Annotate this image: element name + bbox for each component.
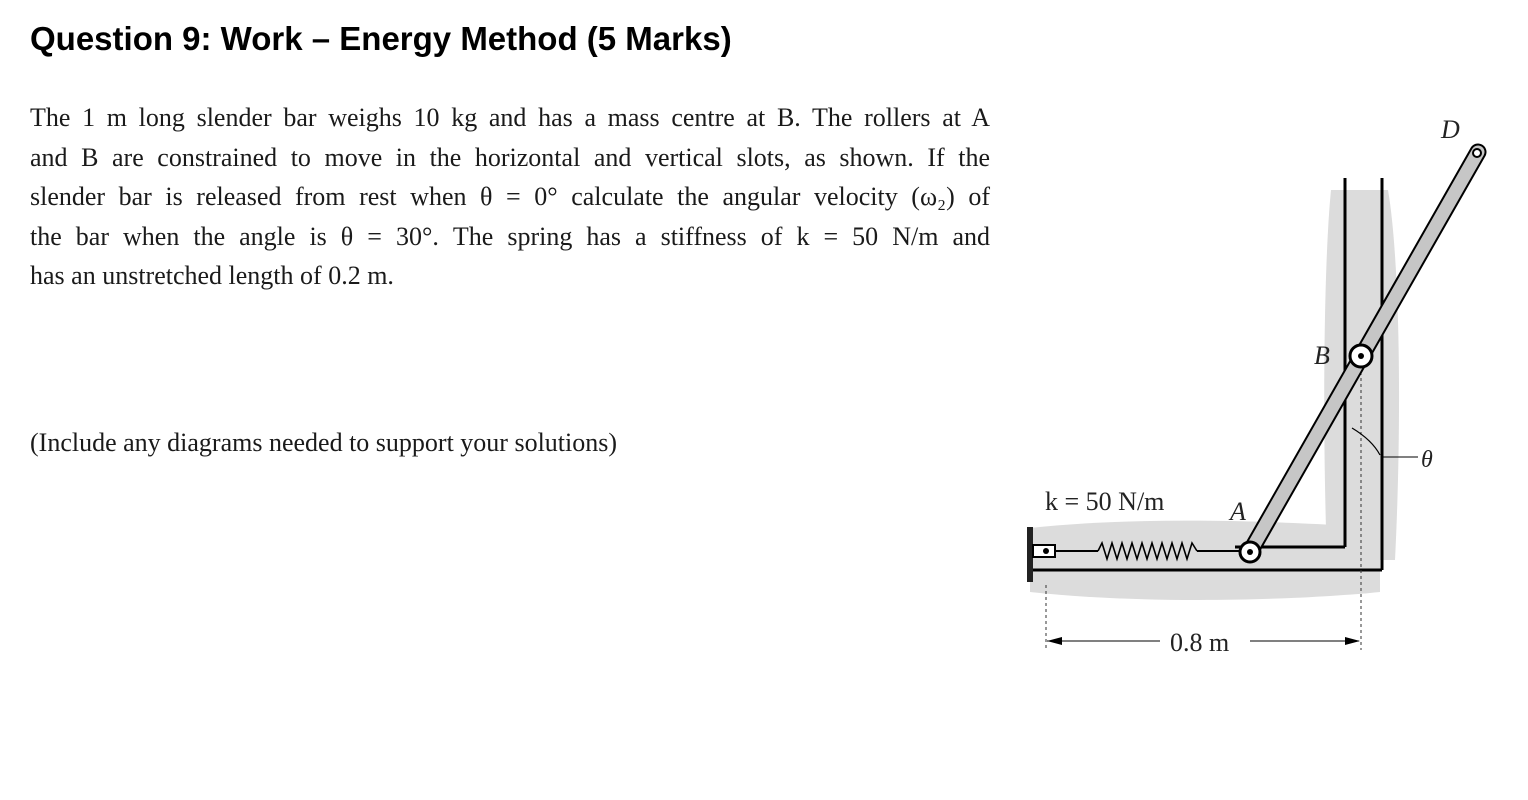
question-line-1: The 1 m long slender bar weighs 10 kg and has a mass centre at B. The rollers at A [30, 103, 990, 132]
question-body [30, 98, 990, 296]
label-theta: θ [1421, 447, 1433, 473]
question-line-3: slender bar is released from rest when θ = 0° calculate the angular velocity (ω₂) of [30, 182, 990, 211]
horizontal-slot-shading [1030, 521, 1380, 600]
roller-b-pin [1358, 353, 1364, 359]
dimension-arrow-left [1047, 637, 1062, 645]
label-b: B [1314, 341, 1330, 370]
question-line-2: and B are constrained to move in the horizontal and vertical slots, as shown. If the [30, 142, 990, 172]
instruction-note: (Include any diagrams needed to support your solutions) [30, 428, 618, 457]
question-line-4: the bar when the angle is θ = 30°. The spring has a stiffness of k = 50 N/m and [30, 221, 990, 251]
mechanism-diagram [1010, 100, 1510, 680]
spring-anchor-pin [1043, 548, 1049, 554]
spring-stiffness-label: k = 50 N/m [1045, 487, 1165, 516]
end-d-pin [1473, 149, 1481, 157]
vertical-slot-shading [1324, 190, 1399, 560]
question-title: Question 9: Work – Energy Method (5 Marks) [30, 20, 732, 57]
label-a: A [1230, 497, 1246, 526]
dimension-label: 0.8 m [1170, 628, 1230, 657]
dimension-arrow-right [1345, 637, 1360, 645]
label-d: D [1441, 115, 1460, 144]
question-line-5: has an unstretched length of 0.2 m. [30, 261, 394, 290]
roller-a-pin [1247, 549, 1253, 555]
